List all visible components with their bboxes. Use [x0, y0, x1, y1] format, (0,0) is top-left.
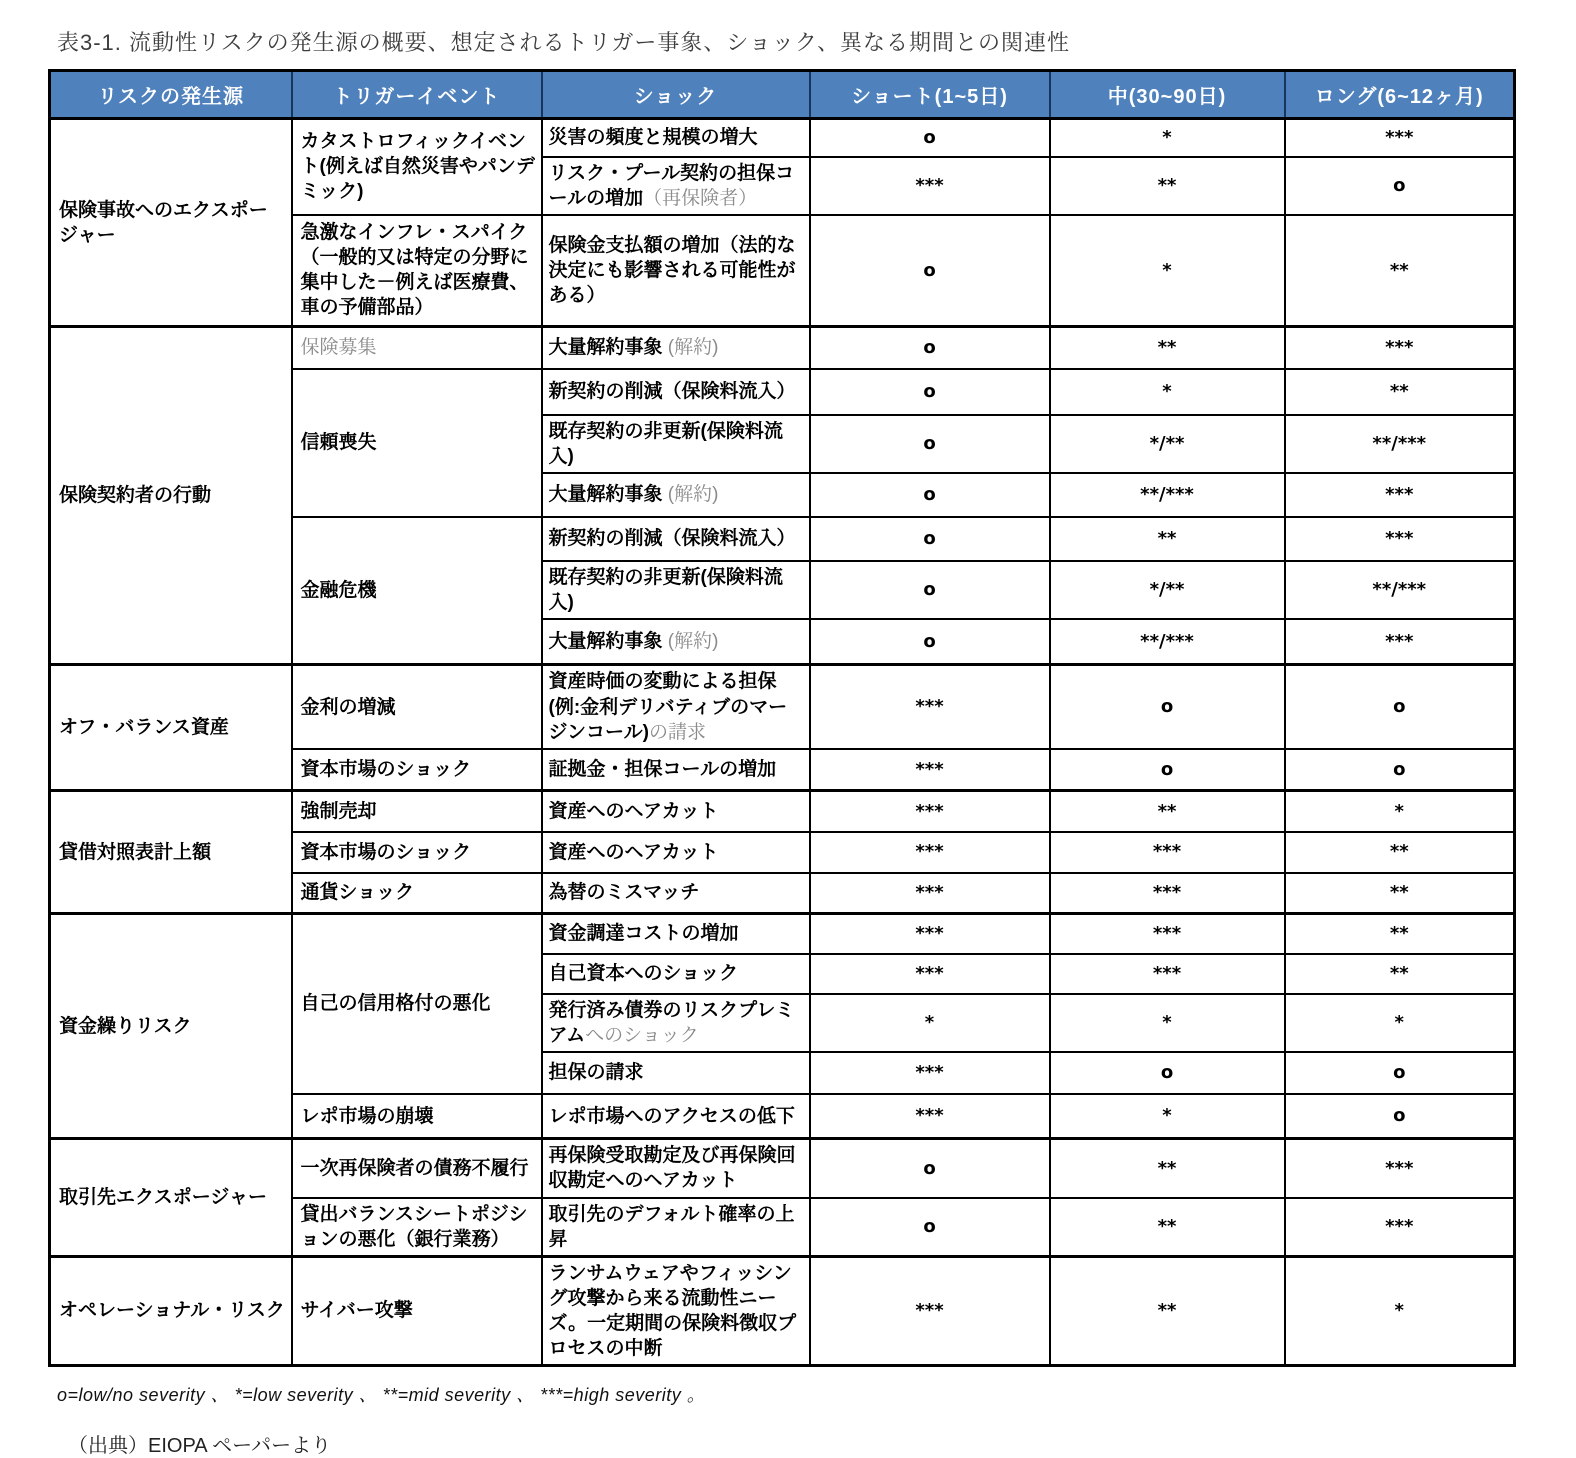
shock-cell: 新契約の削減（保険料流入） — [542, 517, 810, 561]
severity-mid-cell: ** — [1050, 1198, 1285, 1257]
severity-long-cell: *** — [1285, 1139, 1515, 1198]
severity-mid-cell: *** — [1050, 914, 1285, 954]
severity-long-cell: * — [1285, 994, 1515, 1052]
shock-cell: 災害の頻度と規模の増大 — [542, 119, 810, 157]
severity-long-cell: *** — [1285, 119, 1515, 157]
severity-short-cell: *** — [810, 954, 1050, 994]
severity-short-cell: *** — [810, 665, 1050, 749]
shock-cell: 資金調達コストの増加 — [542, 914, 810, 954]
shock-subtext: へのショック — [585, 1024, 699, 1046]
shock-text: 資産時価の変動による担保(例:金利デリバティブのマージンコール) — [548, 671, 788, 743]
shock-text: 大量解約事象 — [548, 484, 668, 506]
severity-short-cell: o — [810, 415, 1050, 473]
page-title: 表3-1. 流動性リスクの発生源の概要、想定されるトリガー事象、ショック、異なる期間との関連性 — [57, 30, 1071, 55]
severity-mid-cell: **/*** — [1050, 473, 1285, 517]
shock-text: リスク・プール契約の担保コールの増加 — [548, 162, 795, 209]
severity-long-cell: *** — [1285, 619, 1515, 665]
shock-cell: 資産へのヘアカット — [542, 791, 810, 832]
severity-mid-cell: */** — [1050, 415, 1285, 473]
severity-short-cell: o — [810, 619, 1050, 665]
severity-long-cell: o — [1285, 157, 1515, 215]
shock-cell: レポ市場へのアクセスの低下 — [542, 1094, 810, 1139]
severity-short-cell: *** — [810, 914, 1050, 954]
severity-long-cell: ** — [1285, 215, 1515, 327]
severity-long-cell: **/*** — [1285, 561, 1515, 619]
severity-long-cell: ** — [1285, 832, 1515, 873]
table-row — [50, 1256, 1515, 1365]
severity-long-cell: o — [1285, 1094, 1515, 1139]
shock-cell: 新契約の削減（保険料流入） — [542, 369, 810, 415]
shock-text: 発行済み債券のリスクプレミアム — [548, 999, 795, 1046]
severity-long-cell: *** — [1285, 473, 1515, 517]
trigger-cell: 自己の信用格付の悪化 — [292, 914, 542, 1094]
trigger-cell: 一次再保険者の債務不履行 — [292, 1139, 542, 1198]
shock-cell — [542, 994, 810, 1052]
severity-long-cell: **/*** — [1285, 415, 1515, 473]
trigger-cell: 通貨ショック — [292, 873, 542, 914]
trigger-cell: 信頼喪失 — [292, 369, 542, 517]
trigger-cell: 資本市場のショック — [292, 832, 542, 873]
shock-cell — [542, 665, 810, 749]
header-long-term: ロング(6~12ヶ月) — [1285, 71, 1515, 119]
shock-cell: 取引先のデフォルト確率の上昇 — [542, 1198, 810, 1257]
shock-subtext: (解約) — [667, 631, 719, 653]
shock-subtext: (解約) — [667, 484, 719, 506]
header-shock: ショック — [542, 71, 810, 119]
severity-short-cell: o — [810, 1198, 1050, 1257]
shock-cell: 再保険受取勘定及び再保険回収勘定へのヘアカット — [542, 1139, 810, 1198]
shock-cell: 既存契約の非更新(保険料流入) — [542, 415, 810, 473]
severity-long-cell: ** — [1285, 914, 1515, 954]
shock-cell: 既存契約の非更新(保険料流入) — [542, 561, 810, 619]
severity-mid-cell: **/*** — [1050, 619, 1285, 665]
severity-mid-cell: * — [1050, 215, 1285, 327]
severity-long-cell: * — [1285, 791, 1515, 832]
header-mid-term: 中(30~90日) — [1050, 71, 1285, 119]
severity-long-cell: o — [1285, 665, 1515, 749]
severity-short-cell: o — [810, 1139, 1050, 1198]
severity-mid-cell: * — [1050, 1094, 1285, 1139]
severity-long-cell: *** — [1285, 327, 1515, 369]
severity-short-cell: o — [810, 327, 1050, 369]
trigger-cell: サイバー攻撃 — [292, 1256, 542, 1365]
shock-cell — [542, 327, 810, 369]
header-row — [50, 71, 1515, 119]
document-page — [0, 26, 1576, 1458]
shock-cell: 為替のミスマッチ — [542, 873, 810, 914]
severity-mid-cell: ** — [1050, 327, 1285, 369]
severity-mid-cell: * — [1050, 369, 1285, 415]
severity-short-cell: o — [810, 517, 1050, 561]
table-row — [50, 119, 1515, 157]
severity-short-cell: *** — [810, 1256, 1050, 1365]
severity-mid-cell: * — [1050, 119, 1285, 157]
risk-source-cell: オペレーショナル・リスク — [50, 1256, 292, 1365]
risk-source-cell: 資金繰りリスク — [50, 914, 292, 1139]
severity-mid-cell: */** — [1050, 561, 1285, 619]
shock-subtext: （再保険者） — [643, 187, 758, 209]
severity-short-cell: o — [810, 473, 1050, 517]
risk-source-cell: 取引先エクスポージャー — [50, 1139, 292, 1256]
severity-mid-cell: ** — [1050, 1256, 1285, 1365]
severity-long-cell: *** — [1285, 517, 1515, 561]
severity-long-cell: *** — [1285, 1198, 1515, 1257]
header-risk-source: リスクの発生源 — [50, 71, 292, 119]
severity-mid-cell: o — [1050, 665, 1285, 749]
severity-short-cell: *** — [810, 832, 1050, 873]
severity-mid-cell: ** — [1050, 157, 1285, 215]
risk-source-cell: 保険契約者の行動 — [50, 327, 292, 665]
trigger-cell: カタストロフィックイベント(例えば自然災害やパンデミック) — [292, 119, 542, 215]
shock-cell: 証拠金・担保コールの増加 — [542, 749, 810, 791]
severity-long-cell: * — [1285, 1256, 1515, 1365]
risk-source-cell: 保険事故へのエクスポージャー — [50, 119, 292, 327]
source-note: （出典）EIOPA ペーパーより — [68, 1434, 332, 1457]
shock-cell — [542, 619, 810, 665]
risk-source-cell: オフ・バランス資産 — [50, 665, 292, 791]
severity-short-cell: *** — [810, 791, 1050, 832]
severity-mid-cell: ** — [1050, 517, 1285, 561]
trigger-cell: 貸出バランスシートポジションの悪化（銀行業務） — [292, 1198, 542, 1257]
shock-cell — [542, 157, 810, 215]
severity-mid-cell: *** — [1050, 873, 1285, 914]
shock-cell: 資産へのヘアカット — [542, 832, 810, 873]
severity-long-cell: ** — [1285, 954, 1515, 994]
shock-subtext: (解約) — [667, 337, 719, 359]
shock-text: 大量解約事象 — [548, 337, 668, 359]
severity-mid-cell: o — [1050, 749, 1285, 791]
severity-mid-cell: *** — [1050, 832, 1285, 873]
trigger-cell: レポ市場の崩壊 — [292, 1094, 542, 1139]
table-row — [50, 791, 1515, 832]
shock-text: 大量解約事象 — [548, 631, 668, 653]
header-trigger-event: トリガーイベント — [292, 71, 542, 119]
trigger-cell: 資本市場のショック — [292, 749, 542, 791]
trigger-cell: 強制売却 — [292, 791, 542, 832]
table-row — [50, 914, 1515, 954]
severity-short-cell: o — [810, 369, 1050, 415]
shock-cell — [542, 473, 810, 517]
trigger-cell: 金融危機 — [292, 517, 542, 665]
severity-short-cell: *** — [810, 1052, 1050, 1094]
severity-short-cell: *** — [810, 1094, 1050, 1139]
table-row — [50, 1139, 1515, 1198]
shock-cell: 担保の請求 — [542, 1052, 810, 1094]
severity-short-cell: o — [810, 561, 1050, 619]
severity-short-cell: o — [810, 215, 1050, 327]
severity-short-cell: *** — [810, 873, 1050, 914]
risk-source-cell: 貸借対照表計上額 — [50, 791, 292, 914]
trigger-cell: 保険募集 — [292, 327, 542, 369]
header-short-term: ショート(1~5日) — [810, 71, 1050, 119]
trigger-cell: 金利の増減 — [292, 665, 542, 749]
severity-long-cell: o — [1285, 1052, 1515, 1094]
severity-short-cell: *** — [810, 749, 1050, 791]
shock-subtext: の請求 — [648, 721, 706, 743]
severity-long-cell: o — [1285, 749, 1515, 791]
severity-short-cell: * — [810, 994, 1050, 1052]
severity-mid-cell: ** — [1050, 1139, 1285, 1198]
trigger-cell: 急激なインフレ・スパイク（一般的又は特定の分野に集中した－例えば医療費、車の予備部品） — [292, 215, 542, 327]
severity-long-cell: ** — [1285, 369, 1515, 415]
severity-mid-cell: *** — [1050, 954, 1285, 994]
severity-long-cell: ** — [1285, 873, 1515, 914]
severity-short-cell: *** — [810, 157, 1050, 215]
table-row — [50, 327, 1515, 369]
shock-cell: ランサムウェアやフィッシング攻撃から来る流動性ニーズ。一定期間の保険料徴収プロセスの中断 — [542, 1256, 810, 1365]
shock-cell: 自己資本へのショック — [542, 954, 810, 994]
severity-mid-cell: ** — [1050, 791, 1285, 832]
severity-mid-cell: * — [1050, 994, 1285, 1052]
table-row — [50, 665, 1515, 749]
shock-cell: 保険金支払額の増加（法的な決定にも影響される可能性がある） — [542, 215, 810, 327]
severity-mid-cell: o — [1050, 1052, 1285, 1094]
severity-short-cell: o — [810, 119, 1050, 157]
liquidity-risk-table — [48, 69, 1516, 1367]
severity-legend: o=low/no severity 、 *=low severity 、 **=mid severity 、 ***=high severity 。 — [57, 1384, 706, 1405]
